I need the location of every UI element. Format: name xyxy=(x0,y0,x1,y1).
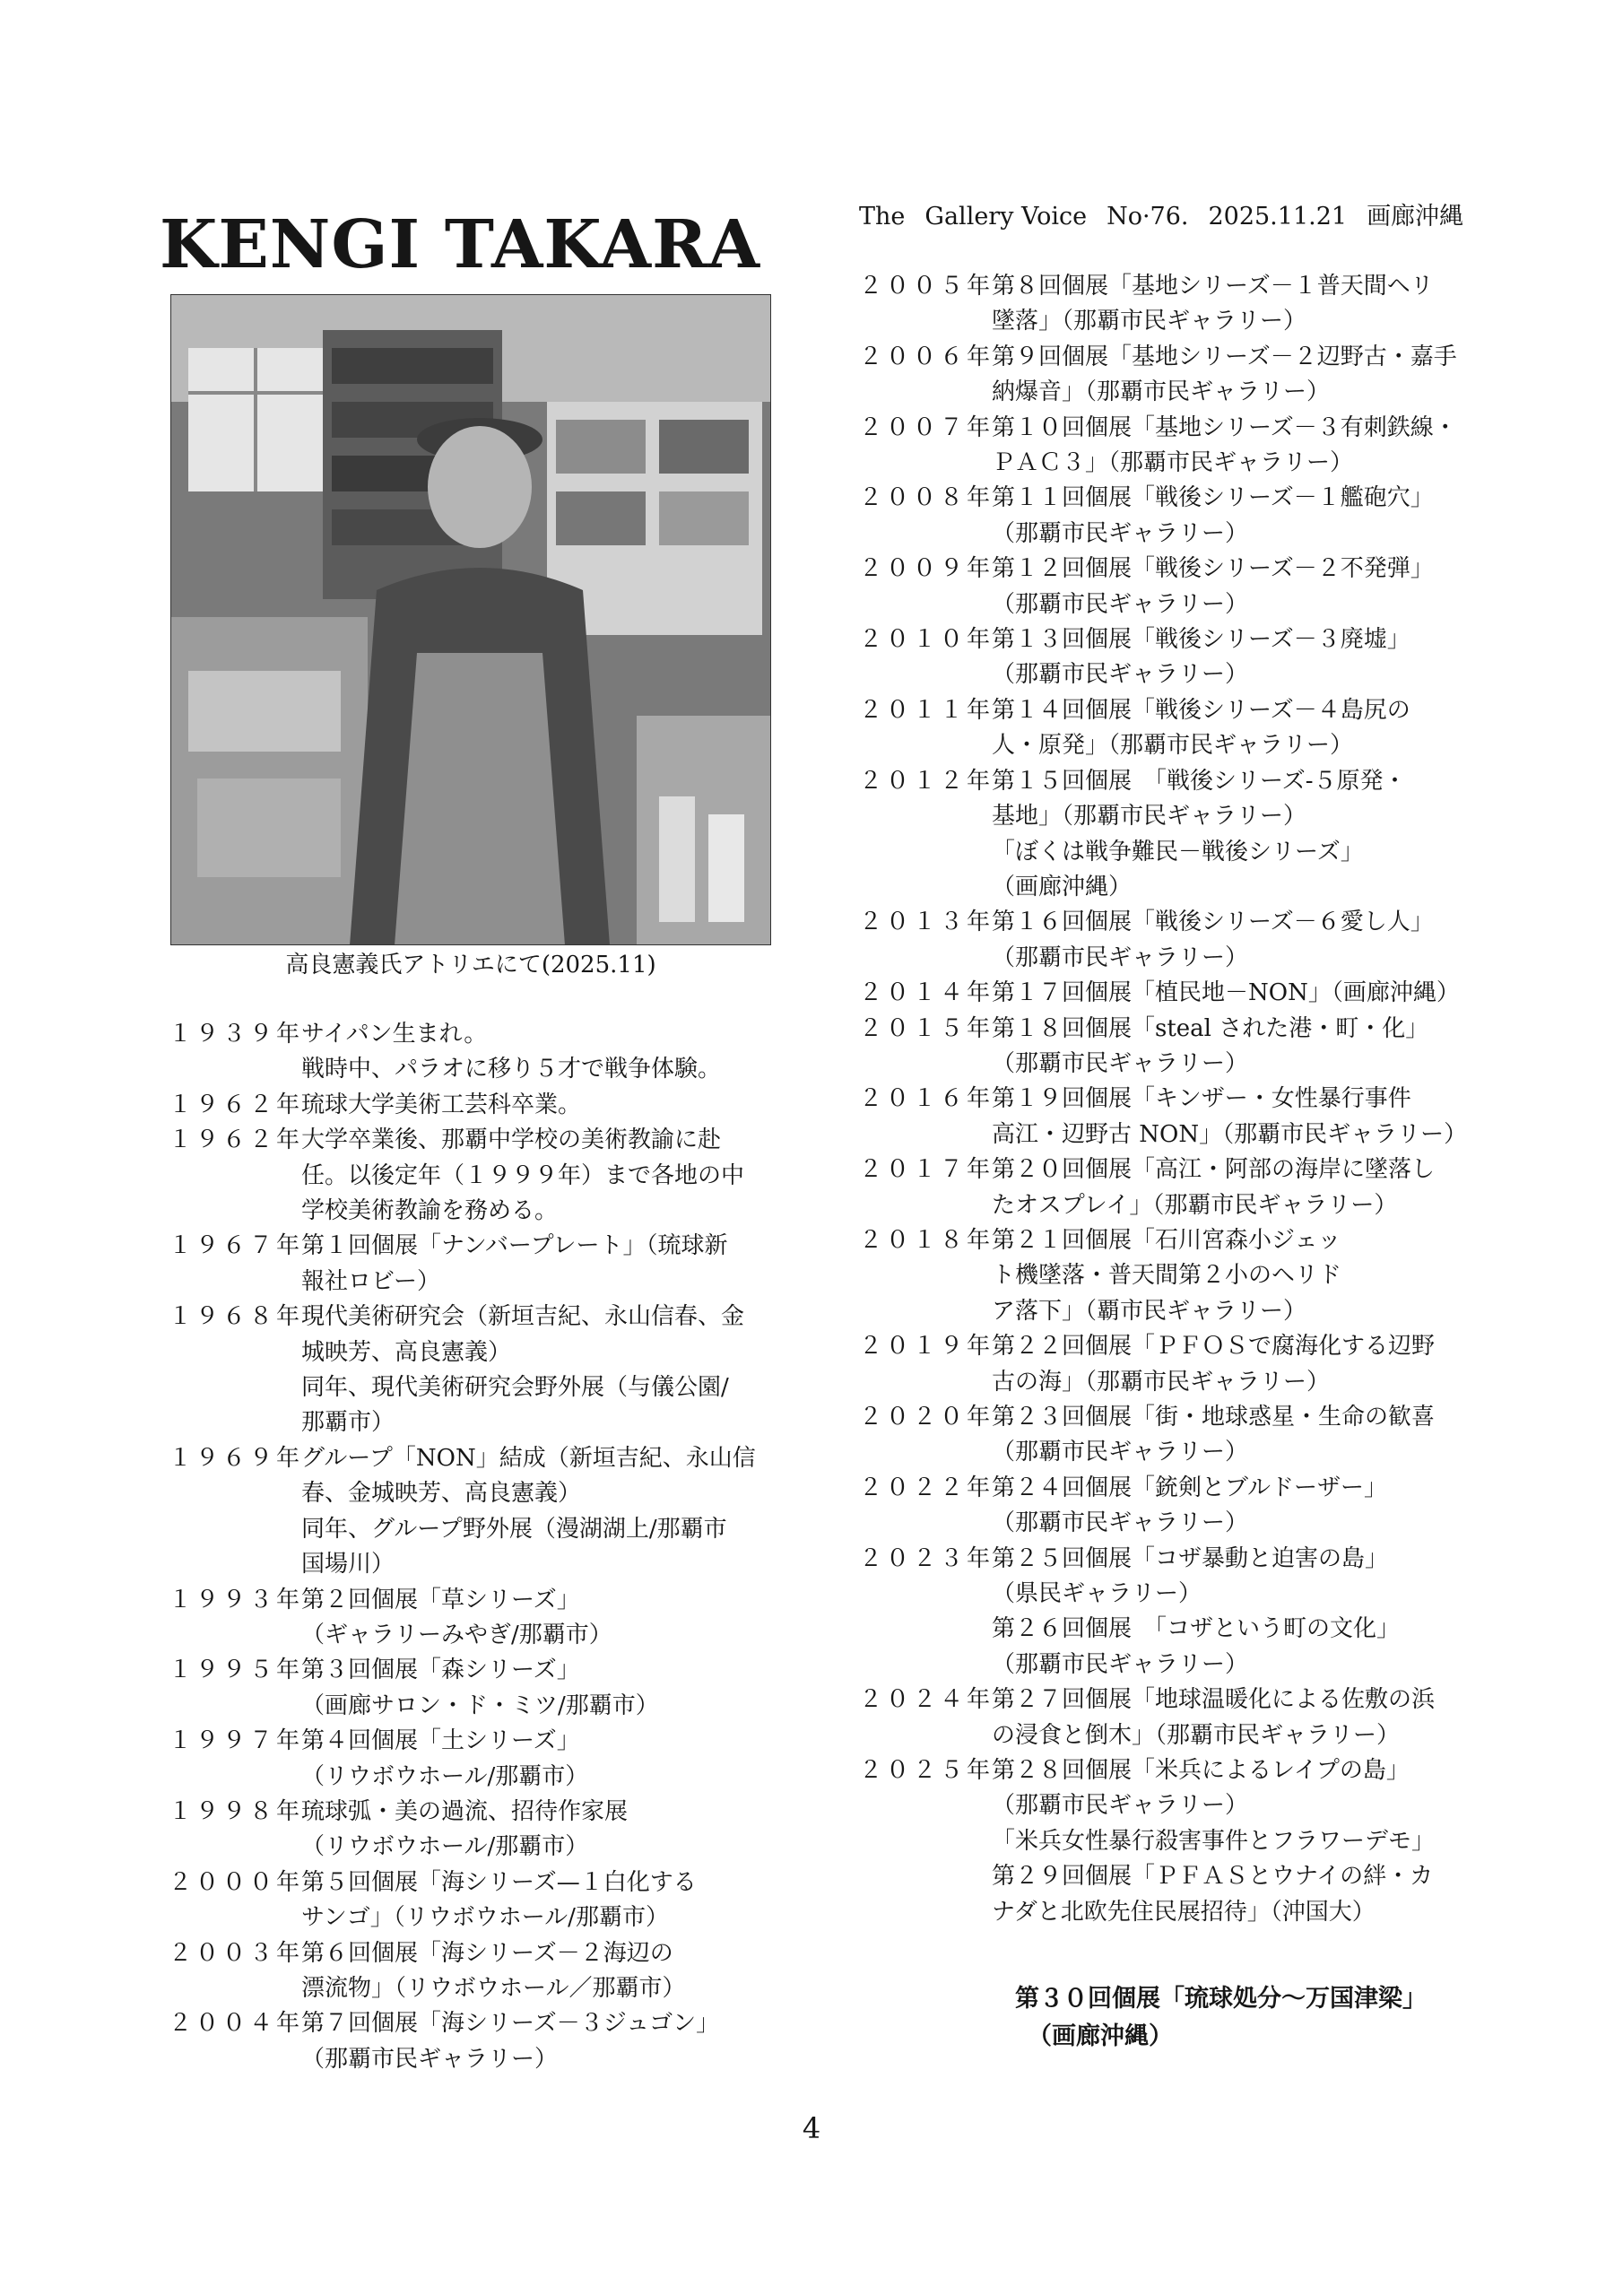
entry-line: 基地」（那覇市民ギャラリー） xyxy=(992,803,1307,831)
chronology-entry xyxy=(169,1795,778,1866)
entry-line: 第６回個展「海シリーズ－２海辺の xyxy=(301,1939,673,1967)
entry-line: （那覇市民ギャラリー） xyxy=(992,1049,1249,1077)
entry-line: の浸食と倒木」（那覇市民ギャラリー） xyxy=(992,1721,1401,1749)
entry-line: （ギャラリーみやぎ/那覇市） xyxy=(301,1621,612,1648)
chronology-entry xyxy=(169,1724,778,1795)
entry-year: ２０１５年 xyxy=(859,1014,994,1042)
entry-line: 第１５回個展 「戦後シリーズ-５原発・ xyxy=(992,767,1407,795)
header-name: Gallery Voice xyxy=(924,203,1088,230)
entry-line: 第７回個展「海シリーズ－３ジュゴン」 xyxy=(301,2010,720,2038)
featured-exhibition xyxy=(1015,1980,1427,2056)
entry-line: （那覇市民ギャラリー） xyxy=(992,1439,1249,1466)
chronology-entry xyxy=(859,1683,1487,1753)
entry-line: （那覇市民ギャラリー） xyxy=(992,944,1249,971)
entry-year: １９９３年 xyxy=(169,1586,304,1613)
entry-year: ２０１６年 xyxy=(859,1085,994,1113)
entry-year: １９３９年 xyxy=(169,1021,304,1048)
entry-line: 第１１回個展「戦後シリーズ－１艦砲穴」 xyxy=(992,484,1434,512)
chronology-entry xyxy=(169,1300,778,1441)
entry-year: １９６２年 xyxy=(169,1126,304,1154)
featured-exhibition-venue: （画廊沖縄） xyxy=(1028,2022,1173,2050)
entry-line: （画廊沖縄） xyxy=(992,873,1133,900)
entry-line: ア落下」（覇市民ギャラリー） xyxy=(992,1297,1307,1325)
entry-year: ２０００年 xyxy=(169,1868,304,1896)
entry-line: 納爆音」（那覇市民ギャラリー） xyxy=(992,378,1331,406)
entry-line: サイパン生まれ。 xyxy=(301,1021,488,1048)
chronology-entry xyxy=(859,411,1487,482)
entry-line: 現代美術研究会（新垣吉紀、永山信春、金 xyxy=(301,1303,745,1331)
entry-year: １９９５年 xyxy=(169,1657,304,1684)
entry-line: 同年、グループ野外展（漫湖湖上/那覇市 xyxy=(301,1515,727,1543)
header-issue: No·76. xyxy=(1107,203,1189,230)
chronology-entry xyxy=(169,1583,778,1654)
entry-line: ト機墜落・普天間第２小のヘリド xyxy=(992,1262,1342,1290)
chronology-entry xyxy=(859,1471,1487,1542)
entry-line: 第２４回個展「銃剣とブルドーザー」 xyxy=(992,1474,1387,1501)
chronology-entry xyxy=(169,1653,778,1724)
entry-year: ２００４年 xyxy=(169,2010,304,2038)
entry-line: 第３回個展「森シリーズ」 xyxy=(301,1657,580,1684)
entry-line: 第１回個展「ナンバープレート」（琉球新 xyxy=(301,1232,728,1260)
chronology-entry xyxy=(859,1152,1487,1223)
header-publication: The xyxy=(859,203,906,230)
entry-line: （那覇市民ギャラリー） xyxy=(992,661,1249,689)
entry-year: １９９７年 xyxy=(169,1727,304,1755)
chronology-entry xyxy=(859,976,1487,1011)
chronology-entry xyxy=(859,552,1487,622)
chronology-entry xyxy=(859,1542,1487,1683)
header-date: 2025.11.21 xyxy=(1208,203,1348,230)
chronology-entry xyxy=(169,1088,778,1123)
entry-line: （那覇市民ギャラリー） xyxy=(992,590,1249,618)
entry-line: 第１９回個展「キンザー・女性暴行事件 xyxy=(992,1085,1411,1113)
photo-caption: 高良憲義氏アトリエにて(2025.11) xyxy=(285,952,656,978)
artist-photo xyxy=(170,294,771,945)
entry-line: （那覇市民ギャラリー） xyxy=(301,2045,559,2073)
entry-line: 国場川） xyxy=(301,1551,395,1578)
entry-year: ２０２４年 xyxy=(859,1686,994,1714)
entry-line: 第１２回個展「戦後シリーズ－２不発弾」 xyxy=(992,555,1434,583)
entry-year: ２００３年 xyxy=(169,1939,304,1967)
entry-year: ２０１０年 xyxy=(859,626,994,654)
chronology-entry xyxy=(859,1400,1487,1471)
chronology-entry xyxy=(859,481,1487,552)
entry-year: ２０１８年 xyxy=(859,1226,994,1254)
entry-line: 「ぼくは戦争難民－戦後シリーズ」 xyxy=(992,838,1364,865)
entry-year: ２０２２年 xyxy=(859,1474,994,1501)
entry-line: 報社ロビー） xyxy=(301,1267,440,1295)
entry-line: （リウボウホール/那覇市） xyxy=(301,1833,589,1861)
chronology-entry xyxy=(859,340,1487,411)
entry-line: サンゴ」（リウボウホール/那覇市） xyxy=(301,1904,669,1932)
entry-line: 春、金城映芳、高良憲義） xyxy=(301,1480,582,1508)
entry-year: １９６９年 xyxy=(169,1444,304,1472)
chronology-entry xyxy=(859,1223,1487,1329)
entry-line: たオスプレイ」（那覇市民ギャラリー） xyxy=(992,1191,1398,1219)
entry-year: ２０１３年 xyxy=(859,909,994,936)
chronology-entry xyxy=(169,1017,778,1088)
featured-exhibition-title: 第３０回個展「琉球処分～万国津梁」 xyxy=(1015,1985,1427,2013)
chronology-entry xyxy=(169,1936,778,2007)
entry-year: ２００５年 xyxy=(859,273,994,300)
chronology-left-column xyxy=(169,1017,778,2077)
entry-line: （リウボウホール/那覇市） xyxy=(301,1762,589,1790)
entry-line: 「米兵女性暴行殺害事件とフラワーデモ」 xyxy=(992,1827,1436,1855)
entry-line: 漂流物」（リウボウホール／那覇市） xyxy=(301,1974,686,2002)
entry-year: １９６８年 xyxy=(169,1303,304,1331)
chronology-entry xyxy=(859,622,1487,693)
entry-line: 戦時中、パラオに移り５才で戦争体験。 xyxy=(301,1056,722,1083)
entry-line: 第２５回個展「コザ暴動と迫害の島」 xyxy=(992,1544,1389,1572)
chronology-entry xyxy=(169,1229,778,1300)
entry-line: （那覇市民ギャラリー） xyxy=(992,1792,1249,1820)
entry-line: （那覇市民ギャラリー） xyxy=(992,1509,1249,1537)
entry-line: 第８回個展「基地シリーズ－１普天間ヘリ xyxy=(992,273,1434,300)
entry-line: 琉球弧・美の過流、招待作家展 xyxy=(301,1797,629,1825)
entry-line: 第９回個展「基地シリーズ－２辺野古・嘉手 xyxy=(992,343,1457,370)
entry-line: 第２８回個展「米兵によるレイプの島」 xyxy=(992,1757,1410,1785)
entry-year: １９６７年 xyxy=(169,1232,304,1260)
entry-year: ２００８年 xyxy=(859,484,994,512)
entry-line: 第２３回個展「街・地球惑星・生命の歓喜 xyxy=(992,1404,1436,1431)
chronology-entry xyxy=(859,1012,1487,1083)
entry-line: 同年、現代美術研究会野外展（与儀公園/ xyxy=(301,1374,729,1402)
chronology-entry xyxy=(859,1082,1487,1152)
entry-year: １９９８年 xyxy=(169,1797,304,1825)
header-gallery: 画廊沖縄 xyxy=(1367,203,1464,230)
entry-year: ２０１２年 xyxy=(859,767,994,795)
entry-line: 第１４回個展「戦後シリーズ－４島尻の xyxy=(992,696,1410,724)
entry-line: 第１６回個展「戦後シリーズ－６愛し人」 xyxy=(992,909,1434,936)
entry-line: 第１０回個展「基地シリーズ－３有刺鉄線・ xyxy=(992,413,1457,441)
entry-line: 第２７回個展「地球温暖化による佐敷の浜 xyxy=(992,1686,1436,1714)
entry-line: 第２９回個展「ＰＦＡＳとウナイの絆・カ xyxy=(992,1863,1434,1891)
entry-line: 墜落」（那覇市民ギャラリー） xyxy=(992,308,1307,335)
entry-line: ナダと北欧先住民展招待」（沖国大） xyxy=(992,1898,1376,1926)
chronology-entry xyxy=(169,1866,778,1936)
entry-line: 第２０回個展「高江・阿部の海岸に墜落し xyxy=(992,1156,1436,1184)
chronology-entry xyxy=(859,905,1487,976)
entry-line: 第２６回個展 「コザという町の文化」 xyxy=(992,1615,1401,1643)
page-number: 4 xyxy=(802,2111,821,2145)
chronology-entry xyxy=(169,1123,778,1229)
entry-year: ２００９年 xyxy=(859,555,994,583)
entry-year: ２０１９年 xyxy=(859,1333,994,1361)
entry-line: 古の海」（那覇市民ギャラリー） xyxy=(992,1368,1331,1396)
entry-year: １９６２年 xyxy=(169,1091,304,1118)
entry-line: 第４回個展「土シリーズ」 xyxy=(301,1727,580,1755)
entry-line: 第２２回個展「ＰＦＯＳで腐海化する辺野 xyxy=(992,1333,1436,1361)
entry-line: 任。以後定年（１９９９年）まで各地の中 xyxy=(301,1161,745,1189)
newsletter-header xyxy=(859,197,1463,237)
chronology-entry xyxy=(169,2006,778,2077)
entry-year: ２００６年 xyxy=(859,343,994,370)
entry-line: （県民ギャラリー） xyxy=(992,1580,1202,1608)
entry-line: グループ「NON」結成（新垣吉紀、永山信 xyxy=(301,1444,756,1472)
entry-line: 城映芳、高良憲義） xyxy=(301,1338,512,1366)
entry-line: 人・原発」（那覇市民ギャラリー） xyxy=(992,732,1354,760)
entry-year: ２００７年 xyxy=(859,413,994,441)
chronology-right-column xyxy=(859,269,1487,1930)
entry-line: （那覇市民ギャラリー） xyxy=(992,519,1249,547)
entry-line: 第１８回個展「steal された港・町・化」 xyxy=(992,1014,1429,1042)
entry-line: 第５回個展「海シリーズ—１白化する xyxy=(301,1868,697,1896)
entry-year: ２０１４年 xyxy=(859,979,994,1007)
chronology-entry xyxy=(169,1441,778,1583)
atelier-photo-illustration xyxy=(170,294,771,945)
entry-line: 学校美術教諭を務める。 xyxy=(301,1197,559,1225)
entry-year: ２０２０年 xyxy=(859,1404,994,1431)
entry-line: 那覇市） xyxy=(301,1409,395,1437)
entry-year: ２０１７年 xyxy=(859,1156,994,1184)
entry-line: 琉球大学美術工芸科卒業。 xyxy=(301,1091,582,1118)
entry-line: 第１７回個展「植民地－NON」（画廊沖縄） xyxy=(992,979,1460,1007)
entry-line: 高江・辺野古 NON」（那覇市民ギャラリー） xyxy=(992,1120,1468,1148)
entry-line: 大学卒業後、那覇中学校の美術教諭に赴 xyxy=(301,1126,722,1154)
entry-line: 第２１回個展「石川宮森小ジェッ xyxy=(992,1226,1341,1254)
entry-line: （画廊サロン・ド・ミツ/那覇市） xyxy=(301,1692,659,1719)
entry-year: ２０１１年 xyxy=(859,696,994,724)
chronology-entry xyxy=(859,1753,1487,1930)
chronology-entry xyxy=(859,764,1487,906)
entry-year: ２０２５年 xyxy=(859,1757,994,1785)
entry-line: 第２回個展「草シリーズ」 xyxy=(301,1586,580,1613)
chronology-entry xyxy=(859,693,1487,764)
entry-line: （那覇市民ギャラリー） xyxy=(992,1650,1249,1678)
page-title: KENGI TAKARA xyxy=(160,206,761,283)
entry-year: ２０２３年 xyxy=(859,1544,994,1572)
chronology-entry xyxy=(859,1329,1487,1400)
chronology-entry xyxy=(859,269,1487,340)
entry-line: 第１３回個展「戦後シリーズ－３廃墟」 xyxy=(992,626,1410,654)
entry-line: ＰＡＣ３」（那覇市民ギャラリー） xyxy=(992,449,1354,477)
